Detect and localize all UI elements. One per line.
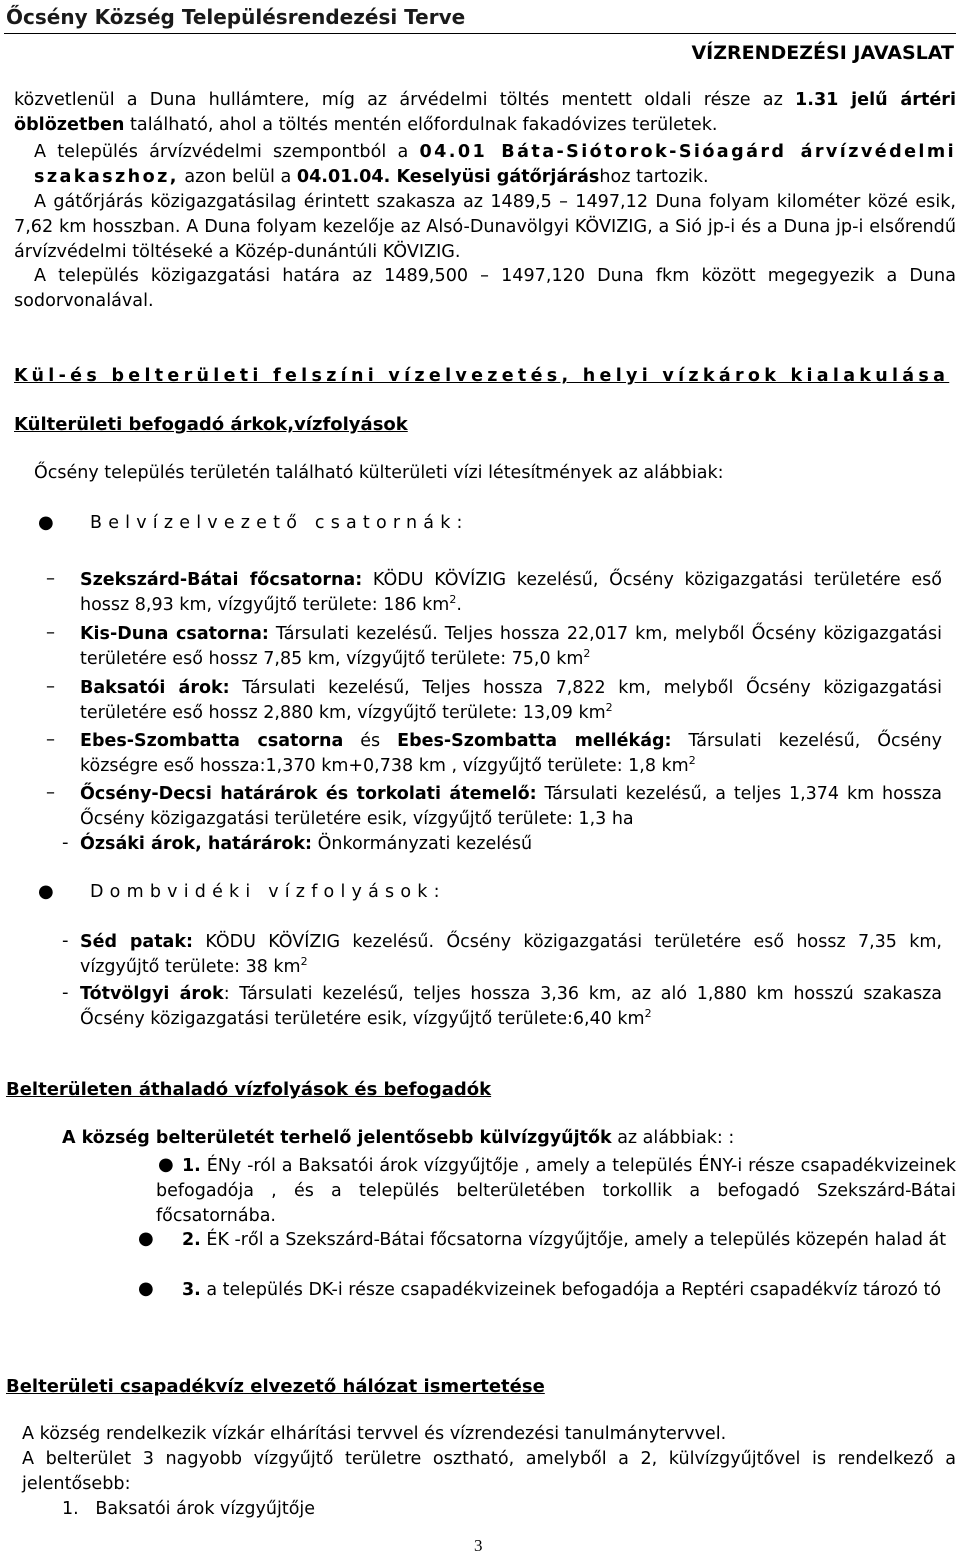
canal-name: Ebes-Szombatta csatorna bbox=[80, 731, 344, 751]
canal-dash-icon: – bbox=[46, 622, 55, 643]
bullet-icon: ● bbox=[38, 512, 54, 533]
stream-unit-superscript: 2 bbox=[644, 1007, 652, 1021]
catchment-description: a település DK-i része csapadékvizeinek befogadója a Reptéri csapadékvíz tározó tó bbox=[200, 1280, 942, 1300]
catchment-number: 1. bbox=[182, 1156, 201, 1176]
stormwater-list-item-1: 1. Baksatói árok vízgyűjtője bbox=[62, 1499, 316, 1519]
intro-bold: 04.01.04. Keselyüsi gátőrjárás bbox=[296, 167, 600, 187]
stormwater-paragraph-1: A község rendelkezik vízkár elhárítási tervvel és vízrendezési tanulmánytervvel. bbox=[22, 1424, 727, 1444]
catchment-description: ÉK -ről a Szekszárd-Bátai főcsatorna vízgyűjtője, amely a település közepén halad át bbox=[200, 1230, 947, 1250]
canal-dash-icon: – bbox=[46, 676, 55, 697]
canal-description: KÖDU KÖVÍZIG kezelésű, Őcsény közigazgatási területére eső hossz 8,93 km, vízgyűjtő területe: 186 km bbox=[80, 570, 942, 615]
canal-dash-icon: - bbox=[62, 832, 69, 853]
intro-bold: 1.31 jelű ártéri öblözetben bbox=[14, 90, 956, 135]
canal-item bbox=[80, 676, 942, 726]
bullet-heading-drainage-canals: Belvízelvezető csatornák: bbox=[90, 513, 469, 533]
canal-dash-icon: – bbox=[46, 729, 55, 750]
canal-description: Társulati kezelésű, a teljes 1,374 km hossza Őcsény közigazgatási területére esik, vízgyűjtő területe: 1,3 ha bbox=[80, 784, 942, 829]
stream-item bbox=[80, 982, 942, 1032]
canal-unit-superscript: 2 bbox=[605, 701, 613, 715]
intro-text: található, ahol a töltés mentén előfordulnak fakadóvizes területek. bbox=[124, 115, 718, 135]
canal-dash-icon: – bbox=[46, 782, 55, 803]
canal-item bbox=[80, 729, 942, 779]
document-title: Őcsény Község Településrendezési Terve bbox=[6, 5, 466, 29]
catchment-item bbox=[156, 1154, 956, 1229]
canal-description: Társulati kezelésű. Teljes hossza 22,017 km, melyből Őcsény közigazgatási területére eső hossz 7,85 km, vízgyűjtő területe: 75,0 km bbox=[80, 624, 942, 669]
canal-unit-superscript: 2 bbox=[688, 754, 696, 768]
catchment-number: 3. bbox=[182, 1280, 201, 1300]
canal-name: Kis-Duna csatorna: bbox=[80, 624, 269, 644]
catchment-number: 2. bbox=[182, 1230, 201, 1250]
canal-description: Társulati kezelésű, Őcsény községre eső hossza:1,370 km+0,738 km , vízgyűjtő területe: 1,8 km bbox=[80, 731, 942, 776]
inner-catchment-lead-rest: az alábbiak: : bbox=[611, 1128, 735, 1148]
intro-text: közvetlenül a Duna hullámtere, míg az árvédelmi töltés mentett oldali része az bbox=[14, 90, 796, 110]
page-number: 3 bbox=[474, 1536, 483, 1555]
section-title-inner-watercourses: Belterületen áthaladó vízfolyások és befogadók bbox=[6, 1079, 492, 1100]
header-rule bbox=[4, 33, 956, 34]
intro-text: A település árvízvédelmi szempontból a bbox=[34, 142, 420, 162]
canal-connector: és bbox=[343, 731, 398, 751]
intro-paragraph-2 bbox=[34, 140, 956, 190]
canal-name: Baksatói árok: bbox=[80, 678, 230, 698]
intro-paragraph-3: A gátőrjárás közigazgatásilag érintett szakasza az 1489,5 – 1497,12 Duna folyam kilométer közé esik, 7,62 km hosszban. A Duna folyam kezelője az Alsó-Dunavölgyi KÖVIZIG, a Sió jp-i és a Duna jp-i elsőrendű árvízvédelmi töltéseké a Közép-dunántúli KÖVIZIG. bbox=[14, 192, 956, 262]
catchment-item bbox=[156, 1228, 956, 1253]
bullet-heading-hill-streams: Dombvidéki vízfolyások: bbox=[90, 882, 446, 902]
stream-description: : Társulati kezelésű, teljes hossza 3,36 km, az aló 1,880 km hosszú szakasza Őcsény közigazgatási területére esik, vízgyűjtő területe:6,40 km bbox=[80, 984, 942, 1029]
canal-description: Önkormányzati kezelésű bbox=[312, 834, 533, 854]
catchment-item bbox=[156, 1278, 956, 1303]
stormwater-paragraph-2: A belterület 3 nagyobb vízgyűjtő területre osztható, amelyből a 2, külvízgyűjtővel is rendelkező a jelentősebb: bbox=[22, 1449, 956, 1494]
stream-name: Tótvölgyi árok bbox=[80, 984, 224, 1004]
bullet-icon: ● bbox=[38, 881, 54, 902]
canal-item bbox=[80, 622, 942, 672]
stream-description: KÖDU KÖVÍZIG kezelésű. Őcsény közigazgatási területére eső hossz 7,35 km, vízgyűjtő területe: 38 km bbox=[80, 932, 942, 977]
stream-item bbox=[80, 930, 942, 980]
canal-unit-superscript: 2 bbox=[449, 593, 457, 607]
canal-name: Szekszárd-Bátai főcsatorna: bbox=[80, 570, 363, 590]
intro-paragraph-4: A település közigazgatási határa az 1489,500 – 1497,120 Duna fkm között megegyezik a Duna sodorvonalával. bbox=[14, 266, 956, 311]
canal-description: Társulati kezelésű, Teljes hossza 7,822 km, melyből Őcsény közigazgatási területére eső hossz 2,880 km, vízgyűjtő területe: 13,09 km bbox=[80, 678, 942, 723]
bullet-icon: ● bbox=[138, 1278, 154, 1299]
inner-catchment-lead bbox=[62, 1128, 734, 1148]
canal-item bbox=[80, 832, 942, 857]
canal-item bbox=[80, 782, 942, 832]
inner-catchment-lead-bold: A község belterületét terhelő jelentősebb külvízgyűjtők bbox=[62, 1128, 612, 1148]
outer-facilities-lead: Őcsény település területén található külterületi vízi létesítmények az alábbiak: bbox=[34, 463, 724, 483]
bullet-icon: ● bbox=[158, 1154, 174, 1175]
canal-name: Ebes-Szombatta mellékág: bbox=[397, 731, 672, 751]
canal-tail: . bbox=[456, 595, 462, 615]
stream-dash-icon: - bbox=[62, 982, 69, 1003]
intro-paragraph-1 bbox=[14, 88, 956, 138]
canal-name: Ózsáki árok, határárok: bbox=[80, 834, 313, 854]
bullet-icon: ● bbox=[138, 1228, 154, 1249]
intro-spaced-bold: 04.01 Báta-Siótorok-Sióagárd árvízvédelmi szakaszhoz, bbox=[34, 142, 956, 187]
intro-text: hoz tartozik. bbox=[599, 167, 709, 187]
canal-unit-superscript: 2 bbox=[583, 647, 591, 661]
section-title-stormwater-network: Belterületi csapadékvíz elvezető hálózat ismertetése bbox=[6, 1376, 545, 1397]
stream-name: Séd patak: bbox=[80, 932, 194, 952]
intro-text: azon belül a bbox=[178, 167, 297, 187]
canal-item bbox=[80, 568, 942, 618]
subsection-title-outer-ditches: Külterületi befogadó árkok,vízfolyások bbox=[14, 414, 408, 435]
stream-dash-icon: - bbox=[62, 930, 69, 951]
canal-name: Őcsény-Decsi határárok és torkolati átemelő: bbox=[80, 784, 537, 804]
document-subtitle: VÍZRENDEZÉSI JAVASLAT bbox=[691, 42, 954, 64]
catchment-description: ÉNy -ról a Baksatói árok vízgyűjtője , amely a település ÉNY-i része csapadékvizeinek befogadója , és a település belterületében torkollik a befogadó Szekszárd-Bátai főcsatornába. bbox=[156, 1156, 956, 1226]
stream-unit-superscript: 2 bbox=[300, 955, 308, 969]
section-title-surface-drainage: Kül-és belterületi felszíni vízelvezetés, helyi vízkárok kialakulása bbox=[14, 366, 950, 386]
canal-dash-icon: – bbox=[46, 568, 55, 589]
